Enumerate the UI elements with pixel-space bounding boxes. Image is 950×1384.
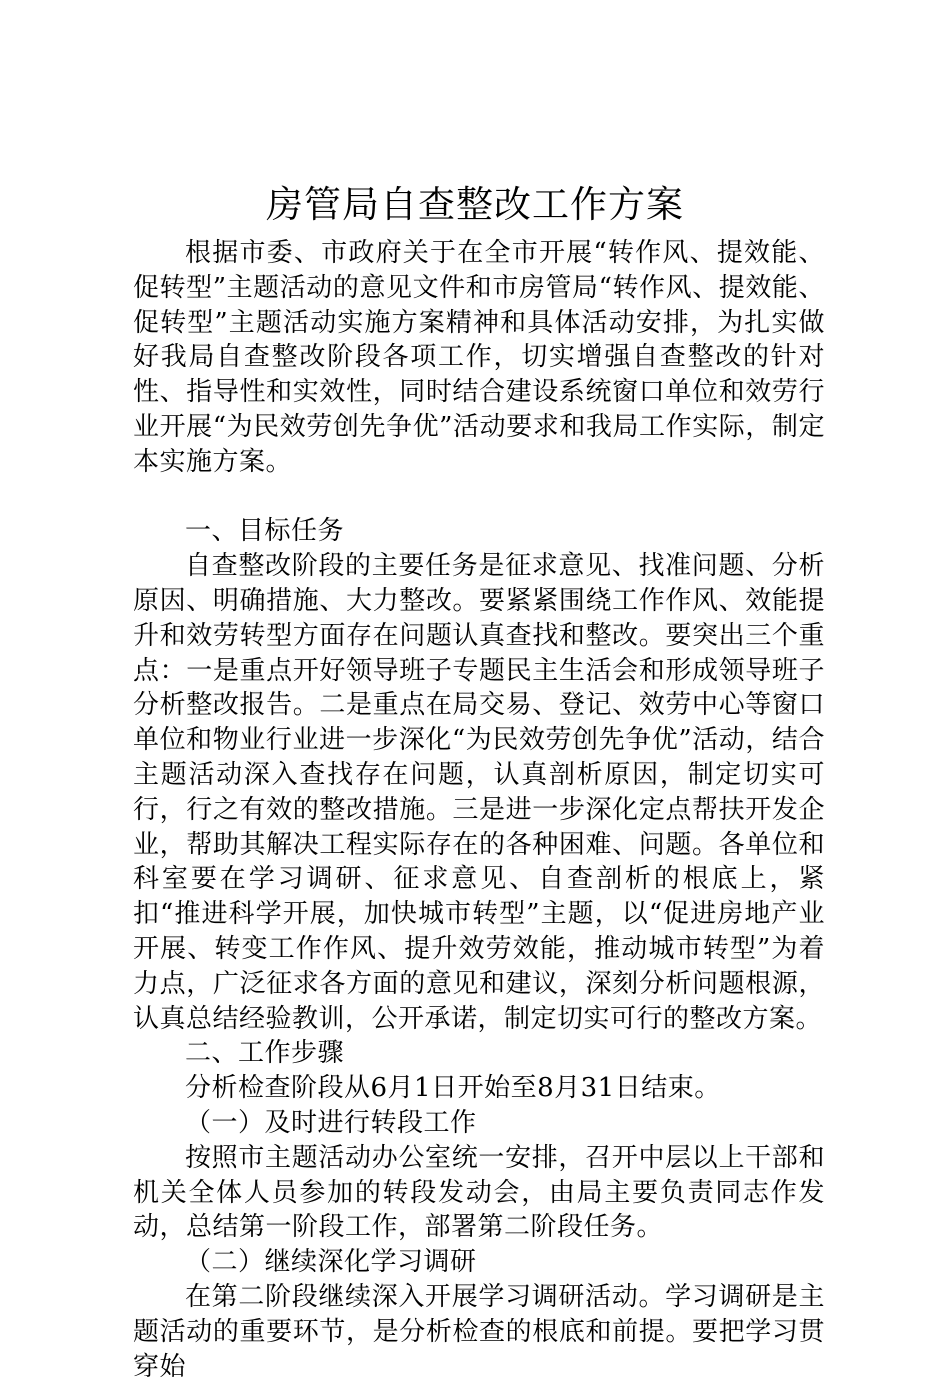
- document-body: [133, 236, 825, 1384]
- section-heading-steps: 二、工作步骤: [185, 1038, 345, 1069]
- subsection-heading-transition: （一）及时进行转段工作: [185, 1107, 477, 1138]
- subsection-heading-study: （二）继续深化学习调研: [185, 1247, 477, 1278]
- paragraph-spacer: [133, 480, 825, 515]
- transition-paragraph: 按照市主题活动办公室统一安排，召开中层以上干部和机关全体人员参加的转段发动会，由局主要负责同志作发动，总结第一阶段工作，部署第二阶段任务。: [133, 1142, 825, 1243]
- study-paragraph: 在第二阶段继续深入开展学习调研活动。学习调研是主题活动的重要环节，是分析检查的根底和前提。要把学习贯穿始: [133, 1281, 825, 1382]
- goals-paragraph: 自查整改阶段的主要任务是征求意见、找准问题、分析原因、明确措施、大力整改。要紧紧围绕工作作风、效能提升和效劳转型方面存在问题认真查找和整改。要突出三个重点：一是重点开好领导班子专题民主生活会和形成领导班子分析整改报告。二是重点在局交易、登记、效劳中心等窗口单位和物业行业进一步深化“为民效劳创先争优”活动，结合主题活动深入查找存在问题，认真剖析原因，制定切实可行，行之有效的整改措施。三是进一步深化定点帮扶开发企业，帮助其解决工程实际存在的各种困难、问题。各单位和科室要在学习调研、征求意见、自查剖析的根底上，紧扣“推进科学开展，加快城市转型”主题，以“促进房地产业开展、转变工作作风、提升效劳效能，推动城市转型”为着力点，广泛征求各方面的意见和建议，深刻分析问题根源，认真总结经验教训，公开承诺，制定切实可行的整改方案。: [133, 551, 825, 1034]
- section-heading-goals: 一、目标任务: [185, 516, 345, 547]
- document-title: 房管局自查整改工作方案: [266, 183, 684, 226]
- intro-paragraph: 根据市委、市政府关于在全市开展“转作风、提效能、促转型”主题活动的意见文件和市房管局“转作风、提效能、促转型”主题活动实施方案精神和具体活动安排，为扎实做好我局自查整改阶段各项工作，切实增强自查整改的针对性、指导性和实效性，同时结合建设系统窗口单位和效劳行业开展“为民效劳创先争优”活动要求和我局工作实际，制定本实施方案。: [133, 238, 825, 477]
- steps-intro-paragraph: 分析检查阶段从6月1日开始至8月31日结束。: [185, 1073, 721, 1104]
